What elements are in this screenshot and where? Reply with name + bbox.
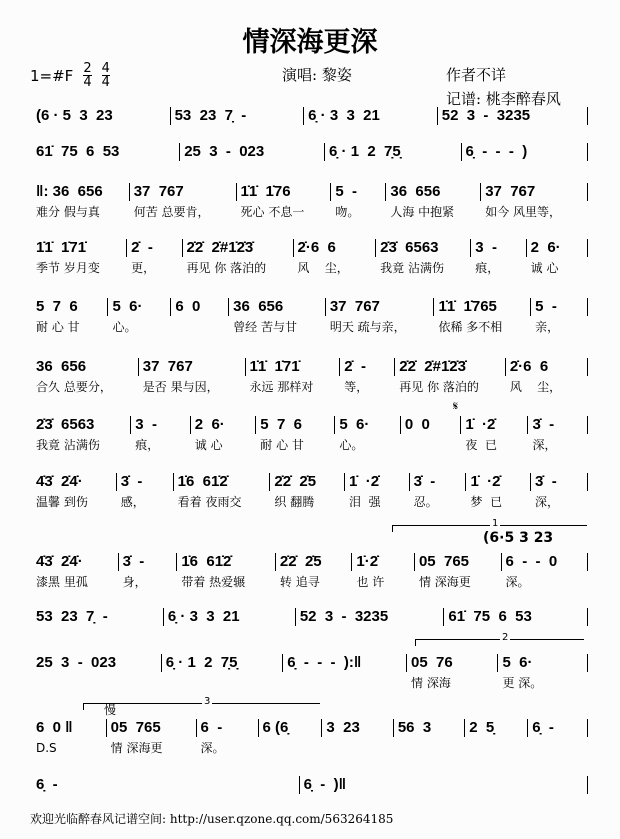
measure bbox=[32, 606, 163, 628]
lyric-text: 泪 强 bbox=[349, 495, 381, 509]
staff-line bbox=[32, 551, 588, 590]
measure-notes: 1̇1̇ 1̇71̇ bbox=[249, 358, 300, 375]
measure-notes: 5 7 6 bbox=[260, 416, 302, 433]
lyric-text: 情 深海更 bbox=[110, 741, 163, 755]
measure bbox=[32, 774, 299, 796]
tempo-mark: 慢 bbox=[104, 703, 117, 717]
measure bbox=[191, 414, 255, 453]
measure-notes: 2̇·6 6 bbox=[297, 239, 336, 256]
staff-line bbox=[32, 717, 588, 756]
measure-notes: 6̣ - - - ) bbox=[465, 143, 528, 160]
measure-notes: 53 23 7̣ - bbox=[36, 608, 108, 625]
measure-notes: 5 - bbox=[335, 183, 358, 200]
measure bbox=[130, 181, 236, 220]
measure-notes: 2 5̣ bbox=[469, 719, 495, 736]
bar-line bbox=[587, 776, 588, 794]
measure bbox=[340, 356, 394, 395]
measure-notes: 2 6· bbox=[530, 239, 561, 256]
measure-notes: 6 0 bbox=[175, 298, 201, 315]
measure-notes: 25 3 - 023 bbox=[184, 143, 265, 160]
ending-3-bracket: 3 bbox=[83, 703, 320, 710]
measure bbox=[466, 471, 530, 510]
measure bbox=[229, 296, 325, 335]
staff-line bbox=[32, 774, 588, 796]
footer-link-text: 欢迎光临醉春风记谱空间: http://user.qzone.qq.com/563264185 bbox=[30, 812, 394, 826]
measure-notes: 6̣ · 3 3 21 bbox=[167, 608, 240, 625]
lyric-text: 更 深。 bbox=[502, 676, 543, 690]
measure-notes: 36 656 bbox=[36, 358, 87, 375]
measure-notes: 1̇1̇ 1̇76 bbox=[240, 183, 291, 200]
measure-notes: 0 0 bbox=[404, 416, 430, 433]
measure bbox=[197, 717, 258, 756]
measure bbox=[438, 105, 587, 127]
measure bbox=[32, 296, 107, 335]
measure bbox=[335, 414, 399, 453]
lyric-text: 风 尘， bbox=[297, 261, 349, 275]
measure-notes: 1̇6 61̇2̇ bbox=[177, 473, 228, 490]
measure bbox=[32, 356, 138, 395]
measure bbox=[139, 356, 245, 395]
measure bbox=[415, 551, 501, 590]
lyric-text: 心。 bbox=[112, 320, 137, 334]
measure-notes: 6 - bbox=[200, 719, 223, 736]
lyric-text: 吻。 bbox=[335, 205, 360, 219]
measure bbox=[246, 356, 340, 395]
measure bbox=[177, 551, 275, 590]
lyric-text: 耐 心 甘 bbox=[260, 438, 304, 452]
measure-notes: 56 3 bbox=[397, 719, 432, 736]
bar-line bbox=[587, 416, 588, 434]
measure bbox=[401, 414, 461, 437]
measure-notes: 5 - bbox=[535, 298, 557, 315]
measure bbox=[528, 717, 587, 740]
measure-notes: 2̇·6 6 bbox=[509, 358, 549, 375]
measure bbox=[107, 717, 196, 756]
measure-notes: 5 6· bbox=[339, 416, 370, 433]
lyric-text: 依稀 多不相 bbox=[438, 320, 503, 334]
lyric-text: 织 翻腾 bbox=[274, 495, 315, 509]
measure bbox=[304, 105, 437, 127]
measure bbox=[300, 774, 587, 796]
lyric-text: 再见 你 落泊的 bbox=[399, 380, 479, 394]
time-sig-2-4: $\frac{2}{4}$ bbox=[83, 61, 92, 90]
measure bbox=[326, 296, 434, 335]
lyric-text: 痕， bbox=[135, 438, 160, 452]
lyric-text: 梦 已 bbox=[470, 495, 503, 509]
measure-notes: 37 767 bbox=[142, 358, 193, 375]
measure-notes: 2 6· bbox=[194, 416, 225, 433]
lyric-text: 季节 岁月变 bbox=[36, 261, 100, 275]
measure bbox=[294, 237, 376, 276]
measure-notes: 3 - bbox=[475, 239, 497, 256]
bar-line bbox=[587, 183, 588, 201]
lyric-text: 忍。 bbox=[413, 495, 438, 509]
lyric-text: 永远 那样对 bbox=[249, 380, 314, 394]
measure-notes: 3̇ - bbox=[413, 473, 436, 490]
bar-line bbox=[587, 239, 588, 257]
measure bbox=[471, 237, 525, 276]
lyric-text: 转 追寻 bbox=[279, 575, 320, 589]
measure bbox=[296, 606, 444, 628]
lyric-text: 情 深海更 bbox=[418, 575, 471, 589]
measure bbox=[276, 551, 351, 590]
bar-line bbox=[587, 473, 588, 491]
measure bbox=[527, 237, 587, 276]
measure bbox=[528, 414, 586, 453]
measure bbox=[131, 414, 189, 453]
measure bbox=[506, 356, 587, 395]
lyric-text: 深。 bbox=[505, 575, 530, 589]
bar-line bbox=[587, 608, 588, 626]
staff-line bbox=[32, 296, 588, 335]
lyric-text: 何苦 总要肯， bbox=[133, 205, 210, 219]
measure bbox=[462, 141, 587, 163]
lyric-text: 我竟 沾满伤 bbox=[380, 261, 444, 275]
measure-notes: 2̇2̇ 2̇#1̇2̇3̇ bbox=[399, 358, 466, 375]
measure bbox=[259, 717, 322, 740]
ending-2-bracket: 2 bbox=[415, 639, 584, 646]
lyric-text: 诚 心 bbox=[530, 261, 559, 275]
lyric-text: 深， bbox=[535, 495, 560, 509]
lyric-text: 深， bbox=[532, 438, 557, 452]
measure-notes: 3 23 bbox=[326, 719, 360, 736]
bar-line bbox=[587, 719, 588, 737]
measure-notes: 61̇ 75 6 53 bbox=[36, 143, 120, 160]
measure-notes: 2̇2̇ 2̇#1̇2̇3̇ bbox=[186, 239, 254, 256]
measure-notes: 37 767 bbox=[329, 298, 380, 315]
measure bbox=[444, 606, 587, 628]
measure-notes: 37 767 bbox=[133, 183, 184, 200]
measure-notes: 2̇2̇ 2̇5 bbox=[274, 473, 317, 490]
lyric-text: 带着 热爱辗 bbox=[181, 575, 246, 589]
lyric-text: D.S bbox=[36, 741, 57, 755]
lyric-text: 再见 你 落泊的 bbox=[186, 261, 267, 275]
measure-notes: 1̇·2̇ bbox=[356, 553, 379, 570]
lyric-text: 等， bbox=[344, 380, 369, 394]
measure-notes: 1̇ ·2̇ bbox=[465, 416, 496, 433]
measure bbox=[180, 141, 324, 163]
bar-line bbox=[587, 298, 588, 316]
measure bbox=[395, 356, 505, 395]
lyric-text: 人海 中抱紧 bbox=[390, 205, 455, 219]
measure bbox=[531, 471, 587, 510]
measure-notes: 36 656 bbox=[233, 298, 284, 315]
lyric-text: 死心 不息一 bbox=[240, 205, 305, 219]
ending-1-intro: (6·5 3 23 bbox=[483, 530, 554, 546]
measure bbox=[171, 105, 304, 127]
measure-notes: 6 - - 0 bbox=[505, 553, 558, 570]
measure bbox=[127, 237, 181, 276]
measure bbox=[32, 181, 129, 220]
measure-notes: 61̇ 75 6 53 bbox=[448, 608, 532, 625]
measure-notes: (6 · 5 3 23 bbox=[36, 107, 113, 124]
measure-notes: 5 6· bbox=[112, 298, 143, 315]
measure bbox=[32, 652, 161, 675]
key-signature bbox=[30, 62, 110, 89]
measure-notes: 6̣ · 1 2 7̣5̣ bbox=[165, 654, 238, 671]
measure-notes: 52 3 - 3235 bbox=[299, 608, 389, 625]
staff-line bbox=[32, 141, 588, 163]
measure-notes: 1̇ ·2̇ bbox=[470, 473, 501, 490]
lyric-text: 深。 bbox=[200, 741, 225, 755]
lyric-text: 更， bbox=[131, 261, 156, 275]
measure bbox=[352, 551, 414, 590]
staff-line bbox=[32, 652, 588, 691]
measure bbox=[32, 105, 170, 127]
measure-notes: 3̇ - bbox=[122, 553, 145, 570]
measure-notes: 05 76 bbox=[411, 654, 453, 671]
measure bbox=[32, 717, 106, 756]
measure bbox=[32, 237, 126, 276]
staff-line bbox=[32, 414, 588, 453]
staff-line bbox=[32, 606, 588, 628]
author: 作者不详 bbox=[446, 66, 507, 84]
measure-notes: 6̣ - - - ):‖ bbox=[287, 654, 362, 671]
measure bbox=[283, 652, 406, 675]
measure bbox=[32, 141, 179, 163]
segno-icon: 𝄋 bbox=[453, 399, 459, 413]
measure-notes: 1̇ ·2̇ bbox=[349, 473, 380, 490]
measure bbox=[174, 471, 270, 510]
staff-line bbox=[32, 471, 588, 510]
measure bbox=[183, 237, 293, 276]
staff-line bbox=[32, 181, 588, 220]
measure bbox=[331, 181, 385, 220]
lyric-text: 感， bbox=[120, 495, 145, 509]
measure bbox=[325, 141, 461, 163]
lyric-text: 亲， bbox=[535, 320, 560, 334]
measure-notes: 37 767 bbox=[485, 183, 536, 200]
measure bbox=[461, 414, 527, 453]
bar-line bbox=[587, 143, 588, 161]
measure-notes: 6̣ - bbox=[532, 719, 554, 736]
measure-notes: 6 0 ‖ bbox=[36, 719, 73, 736]
measure-notes: 2̇ - bbox=[131, 239, 153, 256]
measure-notes: 6̣ - bbox=[36, 776, 58, 793]
measure-notes: 6̣ - )‖ bbox=[303, 776, 347, 793]
lyric-text: 看着 夜雨交 bbox=[177, 495, 242, 509]
lyric-text: 明天 疏与亲， bbox=[329, 320, 406, 334]
song-title: 情深海更深 bbox=[242, 27, 378, 58]
measure bbox=[32, 551, 118, 590]
measure-notes: 05 765 bbox=[418, 553, 470, 570]
measure bbox=[270, 471, 344, 510]
measure-notes: 36 656 bbox=[390, 183, 441, 200]
lyric-text: 心。 bbox=[339, 438, 364, 452]
measure-notes: 25 3 - 023 bbox=[36, 654, 117, 671]
lyric-text: 痕， bbox=[475, 261, 500, 275]
measure bbox=[394, 717, 464, 740]
measure bbox=[162, 652, 282, 675]
time-sig-4-4: $\frac{4}{4}$ bbox=[101, 61, 110, 90]
measure-notes: 52 3 - 3235 bbox=[441, 107, 531, 124]
lyric-text: 夜 已 bbox=[465, 438, 497, 452]
measure bbox=[531, 296, 587, 335]
lyric-text: 诚 心 bbox=[194, 438, 223, 452]
measure-notes: 5 7 6 bbox=[36, 298, 78, 315]
staff-line bbox=[32, 237, 588, 276]
measure bbox=[117, 471, 173, 510]
measure-notes: 05 765 bbox=[110, 719, 161, 736]
lyric-text: 漆黑 里孤 bbox=[36, 575, 88, 589]
measure-notes: 3̇ - bbox=[535, 473, 557, 490]
measure-notes: 1̇1̇ 1̇765 bbox=[438, 298, 497, 315]
transcriber: 记谱: 桃李醉春风 bbox=[446, 90, 561, 108]
lyric-text: 情 深海 bbox=[411, 676, 451, 690]
lyric-text: 也 许 bbox=[356, 575, 385, 589]
measure bbox=[502, 551, 587, 590]
measure bbox=[322, 717, 392, 740]
measure bbox=[465, 717, 527, 740]
measure bbox=[498, 652, 587, 691]
lyric-text: 温馨 到伤 bbox=[36, 495, 88, 509]
measure bbox=[119, 551, 177, 590]
measure-notes: 2̇3̇ 6563 bbox=[380, 239, 439, 256]
measure bbox=[108, 296, 170, 335]
measure bbox=[237, 181, 331, 220]
ending-1-bracket: 1 bbox=[392, 525, 587, 532]
measure bbox=[164, 606, 295, 628]
measure bbox=[256, 414, 334, 453]
measure bbox=[345, 471, 409, 510]
measure bbox=[434, 296, 530, 335]
measure-notes: 2̇ - bbox=[344, 358, 366, 375]
measure-notes: 6̣ · 3 3 21 bbox=[308, 107, 380, 124]
measure-notes: 1̇1̇ 1̇71̇ bbox=[36, 239, 87, 256]
lyric-text: 合久 总要分， bbox=[36, 380, 112, 394]
key-label: 1=#F bbox=[30, 66, 74, 85]
measure-notes: 3 - bbox=[135, 416, 157, 433]
measure-notes: 6 (6̣ bbox=[262, 719, 289, 736]
measure-notes: 4̇3̇ 2̇4̇· bbox=[36, 473, 83, 490]
measure bbox=[410, 471, 466, 510]
measure bbox=[386, 181, 480, 220]
bar-line bbox=[587, 654, 588, 672]
measure bbox=[171, 296, 228, 319]
measure-notes: 5 6· bbox=[502, 654, 533, 671]
measure-notes: 3̇ - bbox=[532, 416, 555, 433]
lyric-text: 是否 果与因， bbox=[142, 380, 219, 394]
measure-notes: 2̇3̇ 6563 bbox=[36, 416, 95, 433]
measure bbox=[407, 652, 497, 691]
measure-notes: 1̇6 61̇2̇ bbox=[181, 553, 232, 570]
measure-notes: ‖: 36 656 bbox=[36, 183, 103, 200]
staff-line bbox=[32, 105, 588, 127]
lyric-text: 我竟 沾满伤 bbox=[36, 438, 100, 452]
bar-line bbox=[587, 553, 588, 571]
measure bbox=[32, 471, 116, 510]
measure bbox=[481, 181, 587, 220]
lyric-text: 耐 心 甘 bbox=[36, 320, 80, 334]
lyric-text: 风 尘， bbox=[509, 380, 562, 394]
measure-notes: 4̇3̇ 2̇4̇· bbox=[36, 553, 83, 570]
measure-notes: 3̇ - bbox=[120, 473, 143, 490]
bar-line bbox=[587, 358, 588, 376]
measure-notes: 2̇2̇ 2̇5 bbox=[279, 553, 322, 570]
lyric-text: 身， bbox=[122, 575, 147, 589]
bar-line bbox=[587, 107, 588, 125]
lyric-text: 难分 假与真 bbox=[36, 205, 100, 219]
measure bbox=[376, 237, 470, 276]
measure bbox=[32, 414, 130, 453]
measure-notes: 6̣ · 1 2 7̣5̣ bbox=[329, 143, 401, 160]
singer: 演唱: 黎姿 bbox=[282, 66, 352, 84]
lyric-text: 曾经 苦与甘 bbox=[233, 320, 297, 334]
lyric-text: 如今 风里等， bbox=[485, 205, 562, 219]
measure-notes: 53 23 7̣ - bbox=[174, 107, 247, 124]
staff-line bbox=[32, 356, 588, 395]
